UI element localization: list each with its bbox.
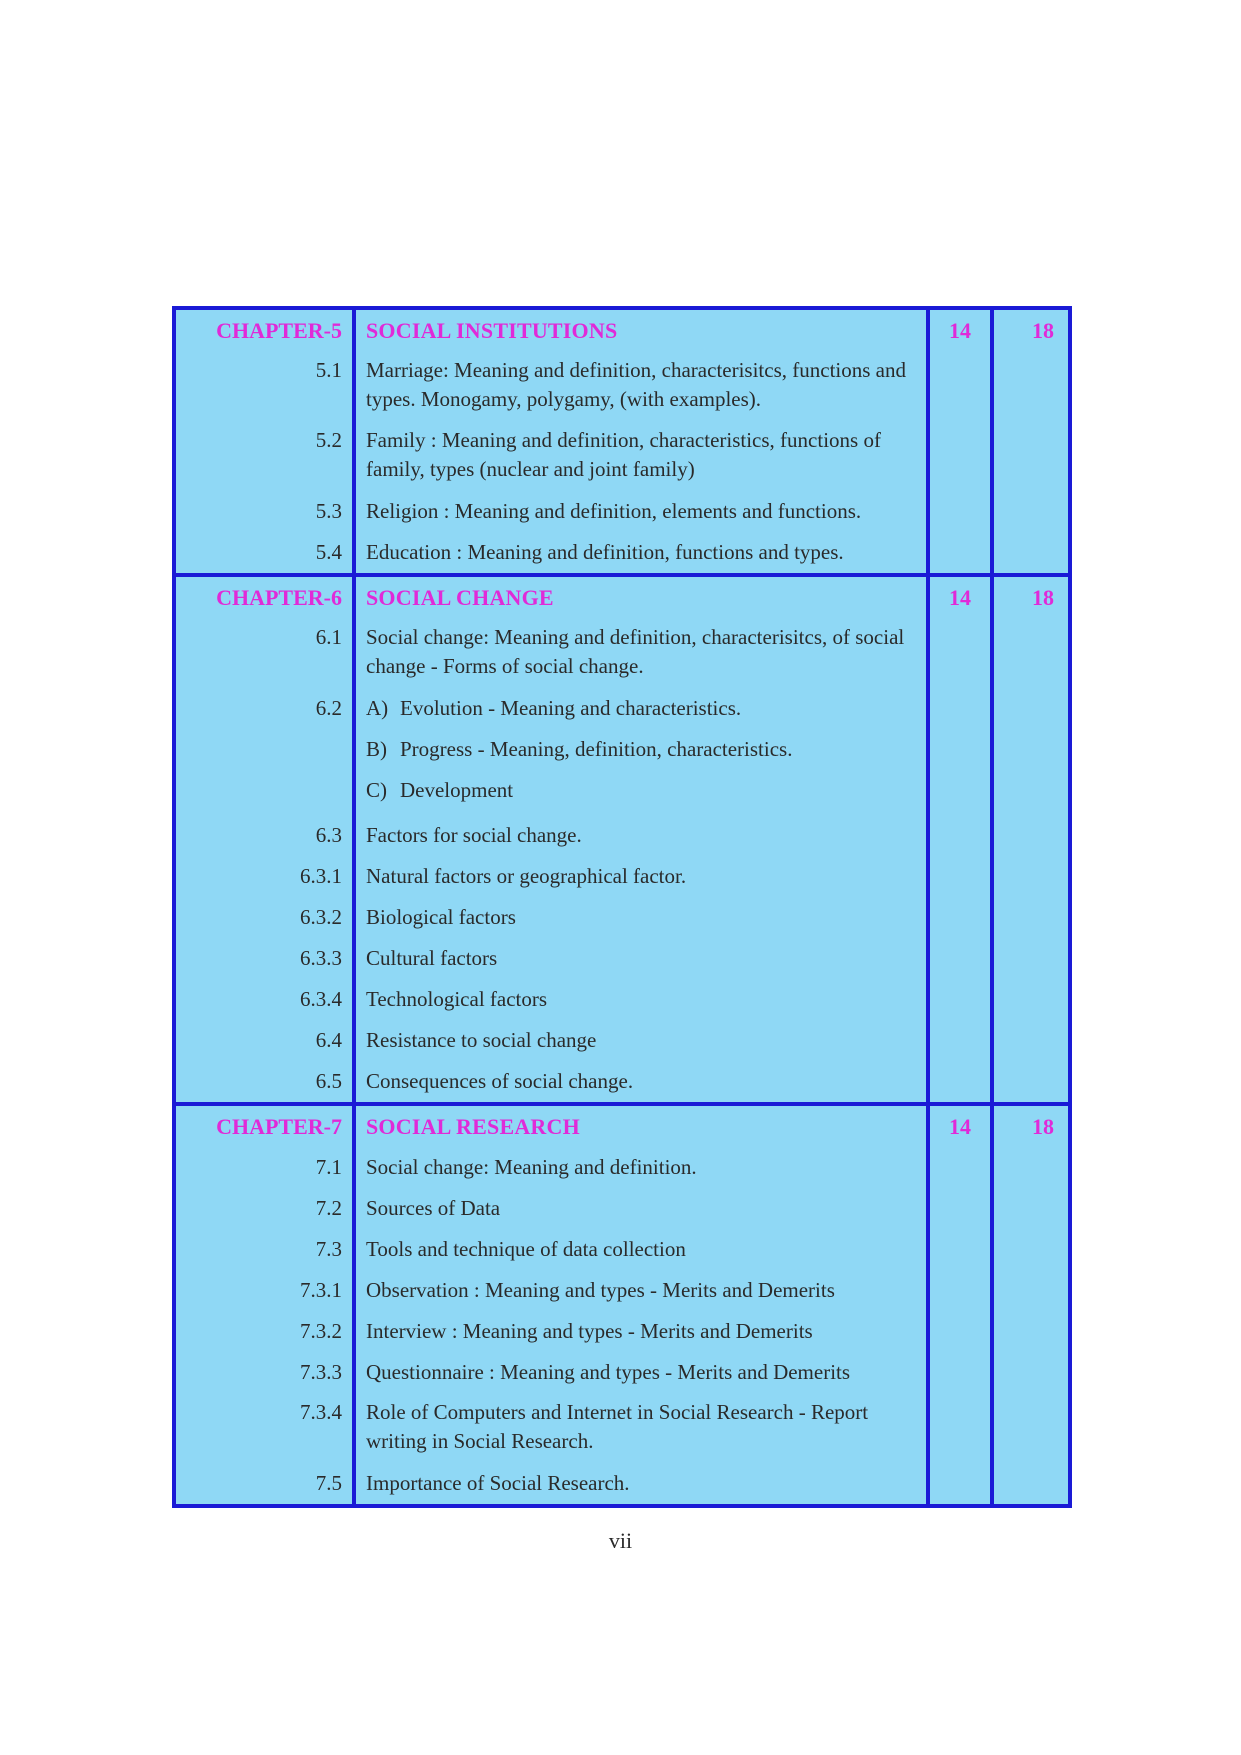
chapter-block-5 <box>172 306 1072 573</box>
topic-number: 6.3.1 <box>300 864 342 888</box>
topic-text-column <box>352 1106 926 1504</box>
sub-item-text: Evolution - Meaning and characteristics. <box>400 696 742 720</box>
topic-text: Interview : Meaning and types - Merits and Demerits <box>366 1319 813 1343</box>
topic-text: Tools and technique of data collection <box>366 1237 686 1261</box>
topic-number <box>176 770 342 815</box>
topic-text-column <box>352 310 926 573</box>
marks-column-b <box>990 577 1068 1102</box>
topic-text: Marriage: Meaning and definition, characterisitcs, functions and types. Monogamy, polygamy, (with examples). <box>366 358 906 411</box>
topic-number: 5.4 <box>315 540 342 564</box>
topic-text: Factors for social change. <box>366 823 582 847</box>
topic-number: 6.4 <box>315 1028 342 1052</box>
marks-column-a <box>926 1106 990 1504</box>
topic-number: 6.2 <box>315 696 342 720</box>
topic-text: Religion : Meaning and definition, elements and functions. <box>366 499 862 523</box>
chapter-label: CHAPTER-7 <box>216 1114 342 1139</box>
chapter-block-6 <box>172 573 1072 1102</box>
mark-value: 14 <box>949 585 971 610</box>
topic-text <box>366 688 926 729</box>
topic-text: Importance of Social Research. <box>366 1471 630 1495</box>
mark-value: 18 <box>1032 318 1054 343</box>
marks-column-a <box>926 577 990 1102</box>
topic-number: 6.3 <box>315 823 342 847</box>
sub-item-letter: A) <box>366 696 389 720</box>
chapter-title: SOCIAL INSTITUTIONS <box>366 318 618 343</box>
topic-text: Role of Computers and Internet in Social Research - Report writing in Social Research. <box>366 1400 869 1453</box>
topic-text: Cultural factors <box>366 946 498 970</box>
marks-column-b <box>990 1106 1068 1504</box>
marks-column-a <box>926 310 990 573</box>
topic-text: Questionnaire : Meaning and types - Merits and Demerits <box>366 1360 851 1384</box>
topic-number: 7.3.3 <box>300 1360 342 1384</box>
chapter-label: CHAPTER-6 <box>216 585 342 610</box>
sub-item-letter: C) <box>366 778 387 802</box>
topic-number: 7.3.4 <box>300 1400 342 1424</box>
topic-number-column <box>176 577 352 1102</box>
topic-text: Technological factors <box>366 987 548 1011</box>
topic-text: Family : Meaning and definition, characteristics, functions of family, types (nuclear and joint family) <box>366 428 881 481</box>
topic-number: 7.1 <box>315 1155 342 1179</box>
topic-number: 6.3.3 <box>300 946 342 970</box>
chapter-label: CHAPTER-5 <box>216 318 342 343</box>
topic-number-column <box>176 310 352 573</box>
topic-text: Social change: Meaning and definition. <box>366 1155 697 1179</box>
topic-number: 7.5 <box>315 1471 342 1495</box>
topic-number: 5.1 <box>315 358 342 382</box>
topic-text: Resistance to social change <box>366 1028 597 1052</box>
chapter-block-7 <box>172 1102 1072 1508</box>
topic-text: Consequences of social change. <box>366 1069 634 1093</box>
topic-text <box>366 729 926 770</box>
topic-text: Education : Meaning and definition, functions and types. <box>366 540 844 564</box>
topic-number: 7.3.2 <box>300 1319 342 1343</box>
topic-text: Sources of Data <box>366 1196 501 1220</box>
mark-value: 18 <box>1032 1114 1054 1139</box>
mark-value: 18 <box>1032 585 1054 610</box>
page-number: vii <box>608 1528 633 1553</box>
topic-text: Social change: Meaning and definition, characterisitcs, of social change - Forms of social change. <box>366 625 905 678</box>
chapter-title: SOCIAL RESEARCH <box>366 1114 580 1139</box>
topic-number <box>176 729 342 770</box>
topic-number: 5.2 <box>315 428 342 452</box>
topic-number: 7.2 <box>315 1196 342 1220</box>
topic-number: 6.1 <box>315 625 342 649</box>
chapter-title: SOCIAL CHANGE <box>366 585 554 610</box>
topic-text: Biological factors <box>366 905 516 929</box>
sub-item-text: Development <box>400 778 514 802</box>
topic-number: 6.3.4 <box>300 987 342 1011</box>
topic-text <box>366 770 926 815</box>
marks-column-b <box>990 310 1068 573</box>
sub-item-letter: B) <box>366 737 387 761</box>
sub-item-text: Progress - Meaning, definition, characteristics. <box>400 737 793 761</box>
topic-text: Natural factors or geographical factor. <box>366 864 687 888</box>
topic-number-column <box>176 1106 352 1504</box>
topic-number: 5.3 <box>315 499 342 523</box>
topic-text-column <box>352 577 926 1102</box>
topic-text: Observation : Meaning and types - Merits and Demerits <box>366 1278 835 1302</box>
syllabus-table <box>172 306 1072 1508</box>
mark-value: 14 <box>949 318 971 343</box>
topic-number: 7.3 <box>315 1237 342 1261</box>
topic-number: 7.3.1 <box>300 1278 342 1302</box>
topic-number: 6.5 <box>315 1069 342 1093</box>
topic-number: 6.3.2 <box>300 905 342 929</box>
mark-value: 14 <box>949 1114 971 1139</box>
